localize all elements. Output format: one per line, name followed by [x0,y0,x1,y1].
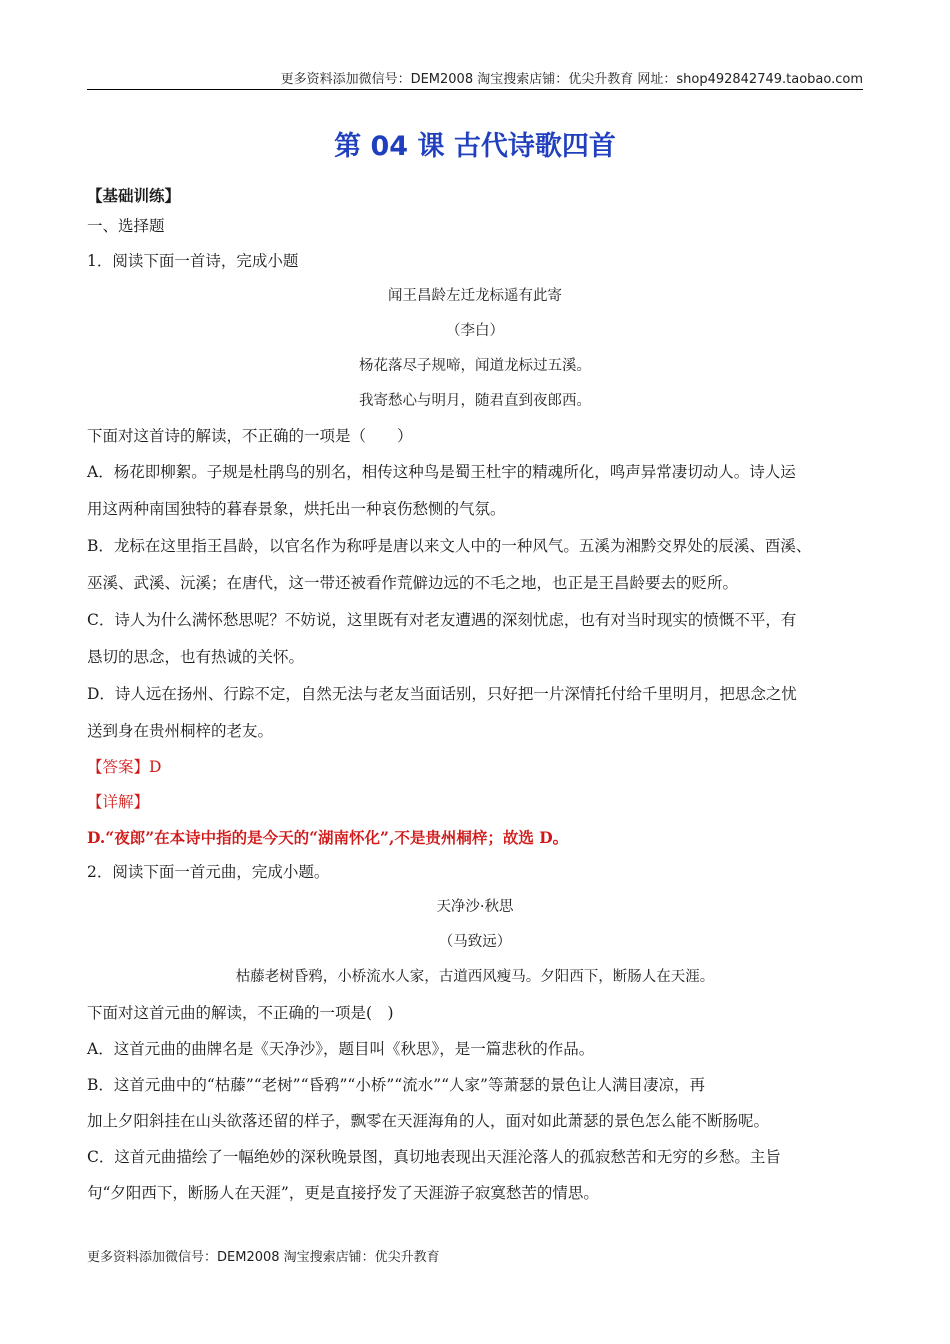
question-1-stem: 1．阅读下面一首诗，完成小题 [87,252,299,270]
question-2-option-c: C．这首元曲描绘了一幅绝妙的深秋晚景图，真切地表现出天涯沦落人的孤寂愁苦和无穷的乡愁。主旨 [87,1148,781,1166]
question-1-option-c: C．诗人为什么满怀愁思呢？不妨说，这里既有对老友遭遇的深刻忧虑，也有对当时现实的愤慨不平，有 [87,611,797,629]
question-2-option-c-cont: 句“夕阳西下，断肠人在天涯”，更是直接抒发了天涯游子寂寞愁苦的情思。 [87,1184,599,1202]
poem-1-title: 闻王昌龄左迁龙标遥有此寄 [388,288,562,304]
poem-2-author: （马致远） [438,934,512,950]
question-2-stem: 2．阅读下面一首元曲，完成小题。 [87,863,330,881]
poem-1-line: 杨花落尽子规啼，闻道龙标过五溪。 [359,358,591,374]
question-1-option-b: B．龙标在这里指王昌龄，以官名作为称呼是唐以来文人中的一种风气。五溪为湘黔交界处的辰溪、酉溪、 [87,537,812,555]
poem-2-title: 天净沙·秋思 [436,899,514,915]
question-1-option-c-cont: 恳切的思念，也有热诚的关怀。 [87,648,305,666]
page-title: 第 04 课 古代诗歌四首 [334,131,616,162]
poem-1-author: （李白） [446,323,504,339]
question-1-answer: 【答案】D [87,758,162,776]
question-1-option-a-cont: 用这两种南国独特的暮春景象，烘托出一种哀伤愁恻的气氛。 [87,500,506,518]
poem-2-line: 枯藤老树昏鸦，小桥流水人家，古道西风瘦马。夕阳西下，断肠人在天涯。 [235,969,715,985]
section-heading: 【基础训练】 [87,186,181,205]
question-2-option-a: A．这首元曲的曲牌名是《天净沙》，题目叫《秋思》，是一篇悲秋的作品。 [87,1040,595,1058]
question-1-option-a: A．杨花即柳絮。子规是杜鹃鸟的别名，相传这种鸟是蜀王杜宇的精魂所化，鸣声异常凄切动人。诗人运 [87,463,796,481]
header-divider [87,89,863,90]
document-body [87,183,863,1211]
question-1-analysis: D.“夜郎”在本诗中指的是今天的“湖南怀化”,不是贵州桐梓；故选 D。 [87,828,569,847]
part-heading: 一、选择题 [87,217,165,235]
question-2-prompt: 下面对这首元曲的解读，不正确的一项是( ) [87,1004,394,1022]
question-1-prompt: 下面对这首诗的解读，不正确的一项是（ ） [87,427,413,445]
question-1-analysis-label: 【详解】 [87,793,150,811]
question-2-option-b-cont: 加上夕阳斜挂在山头欲落还留的样子，飘零在天涯海角的人，面对如此萧瑟的景色怎么能不断肠呢。 [87,1112,770,1130]
page-header: 更多资料添加微信号：DEM2008 淘宝搜索店铺：优尖升教育 网址：shop492842749.taobao.com [280,72,863,87]
page-footer: 更多资料添加微信号：DEM2008 淘宝搜索店铺：优尖升教育 [87,1250,440,1265]
question-1-option-b-cont: 巫溪、武溪、沅溪；在唐代，这一带还被看作荒僻边远的不毛之地，也正是王昌龄要去的贬所。 [87,574,739,592]
poem-1-line: 我寄愁心与明月，随君直到夜郎西。 [359,393,591,409]
question-1-option-d: D．诗人远在扬州、行踪不定，自然无法与老友当面话别，只好把一片深情托付给千里明月，把思念之忧 [87,685,797,703]
question-2-option-b: B．这首元曲中的“枯藤”“老树”“昏鸦”“小桥”“流水”“人家”等萧瑟的景色让人满目凄凉，再 [87,1076,705,1094]
question-1-option-d-cont: 送到身在贵州桐梓的老友。 [87,722,274,740]
